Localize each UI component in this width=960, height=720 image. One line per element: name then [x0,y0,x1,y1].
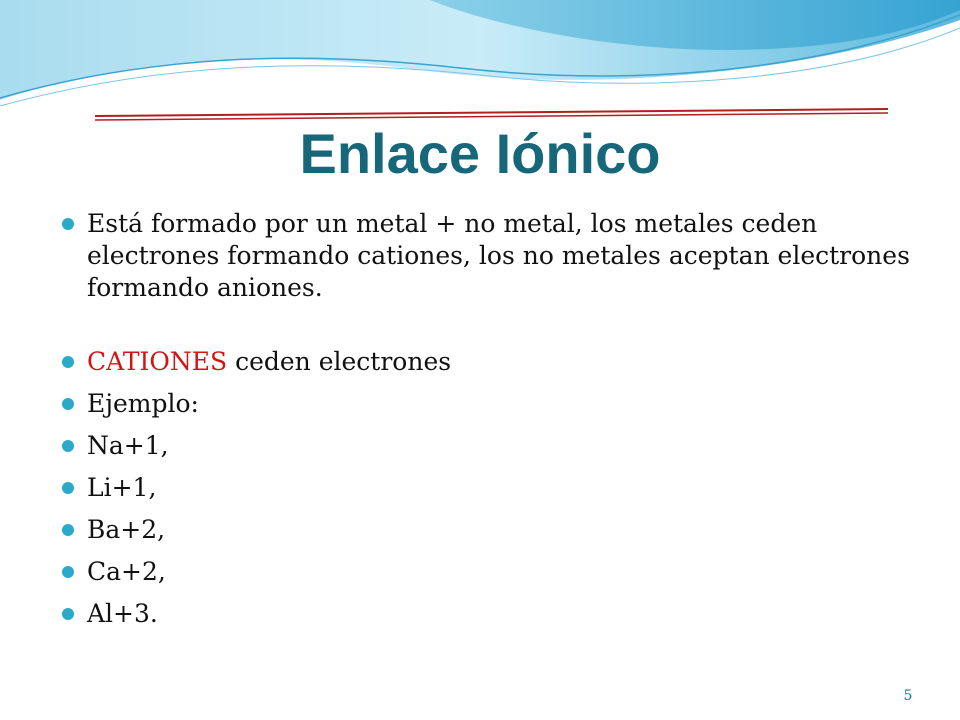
bullet-item-li [62,472,922,504]
bullet-dot-icon [62,566,74,578]
bullet-text: Ejemplo: [87,389,199,418]
bullet-text: ceden electrones [227,347,452,376]
bullet-highlight-text: CATIONES [87,347,228,376]
bullet-text: Ca+2, [87,557,166,586]
bullet-dot-icon [62,218,74,230]
bullet-item-al [62,598,922,630]
bullet-text: Está formado por un metal + no metal, los metales ceden electrones formando cationes, los no metales aceptan electrones formando aniones. [87,209,910,302]
bullet-item-ba [62,514,922,546]
bullet-dot-icon [62,608,74,620]
bullet-dot-icon [62,398,74,410]
bullet-dot-icon [62,524,74,536]
bullet-text: Li+1, [87,473,157,502]
slide-title: Enlace Iónico [299,122,661,185]
bullet-item-definition [62,208,922,304]
bullet-item-ejemplo [62,388,922,420]
page-number: 5 [903,688,913,704]
bullet-item-na [62,430,922,462]
bullet-dot-icon [62,440,74,452]
bullet-list [62,208,922,630]
bullet-text: Ba+2, [87,515,166,544]
bullet-text: Al+3. [87,599,158,628]
title-rule-decoration [0,0,960,130]
bullet-item-cationes [62,346,922,378]
bullet-dot-icon [62,482,74,494]
bullet-dot-icon [62,356,74,368]
bullet-item-ca [62,556,922,588]
bullet-text: Na+1, [87,431,169,460]
